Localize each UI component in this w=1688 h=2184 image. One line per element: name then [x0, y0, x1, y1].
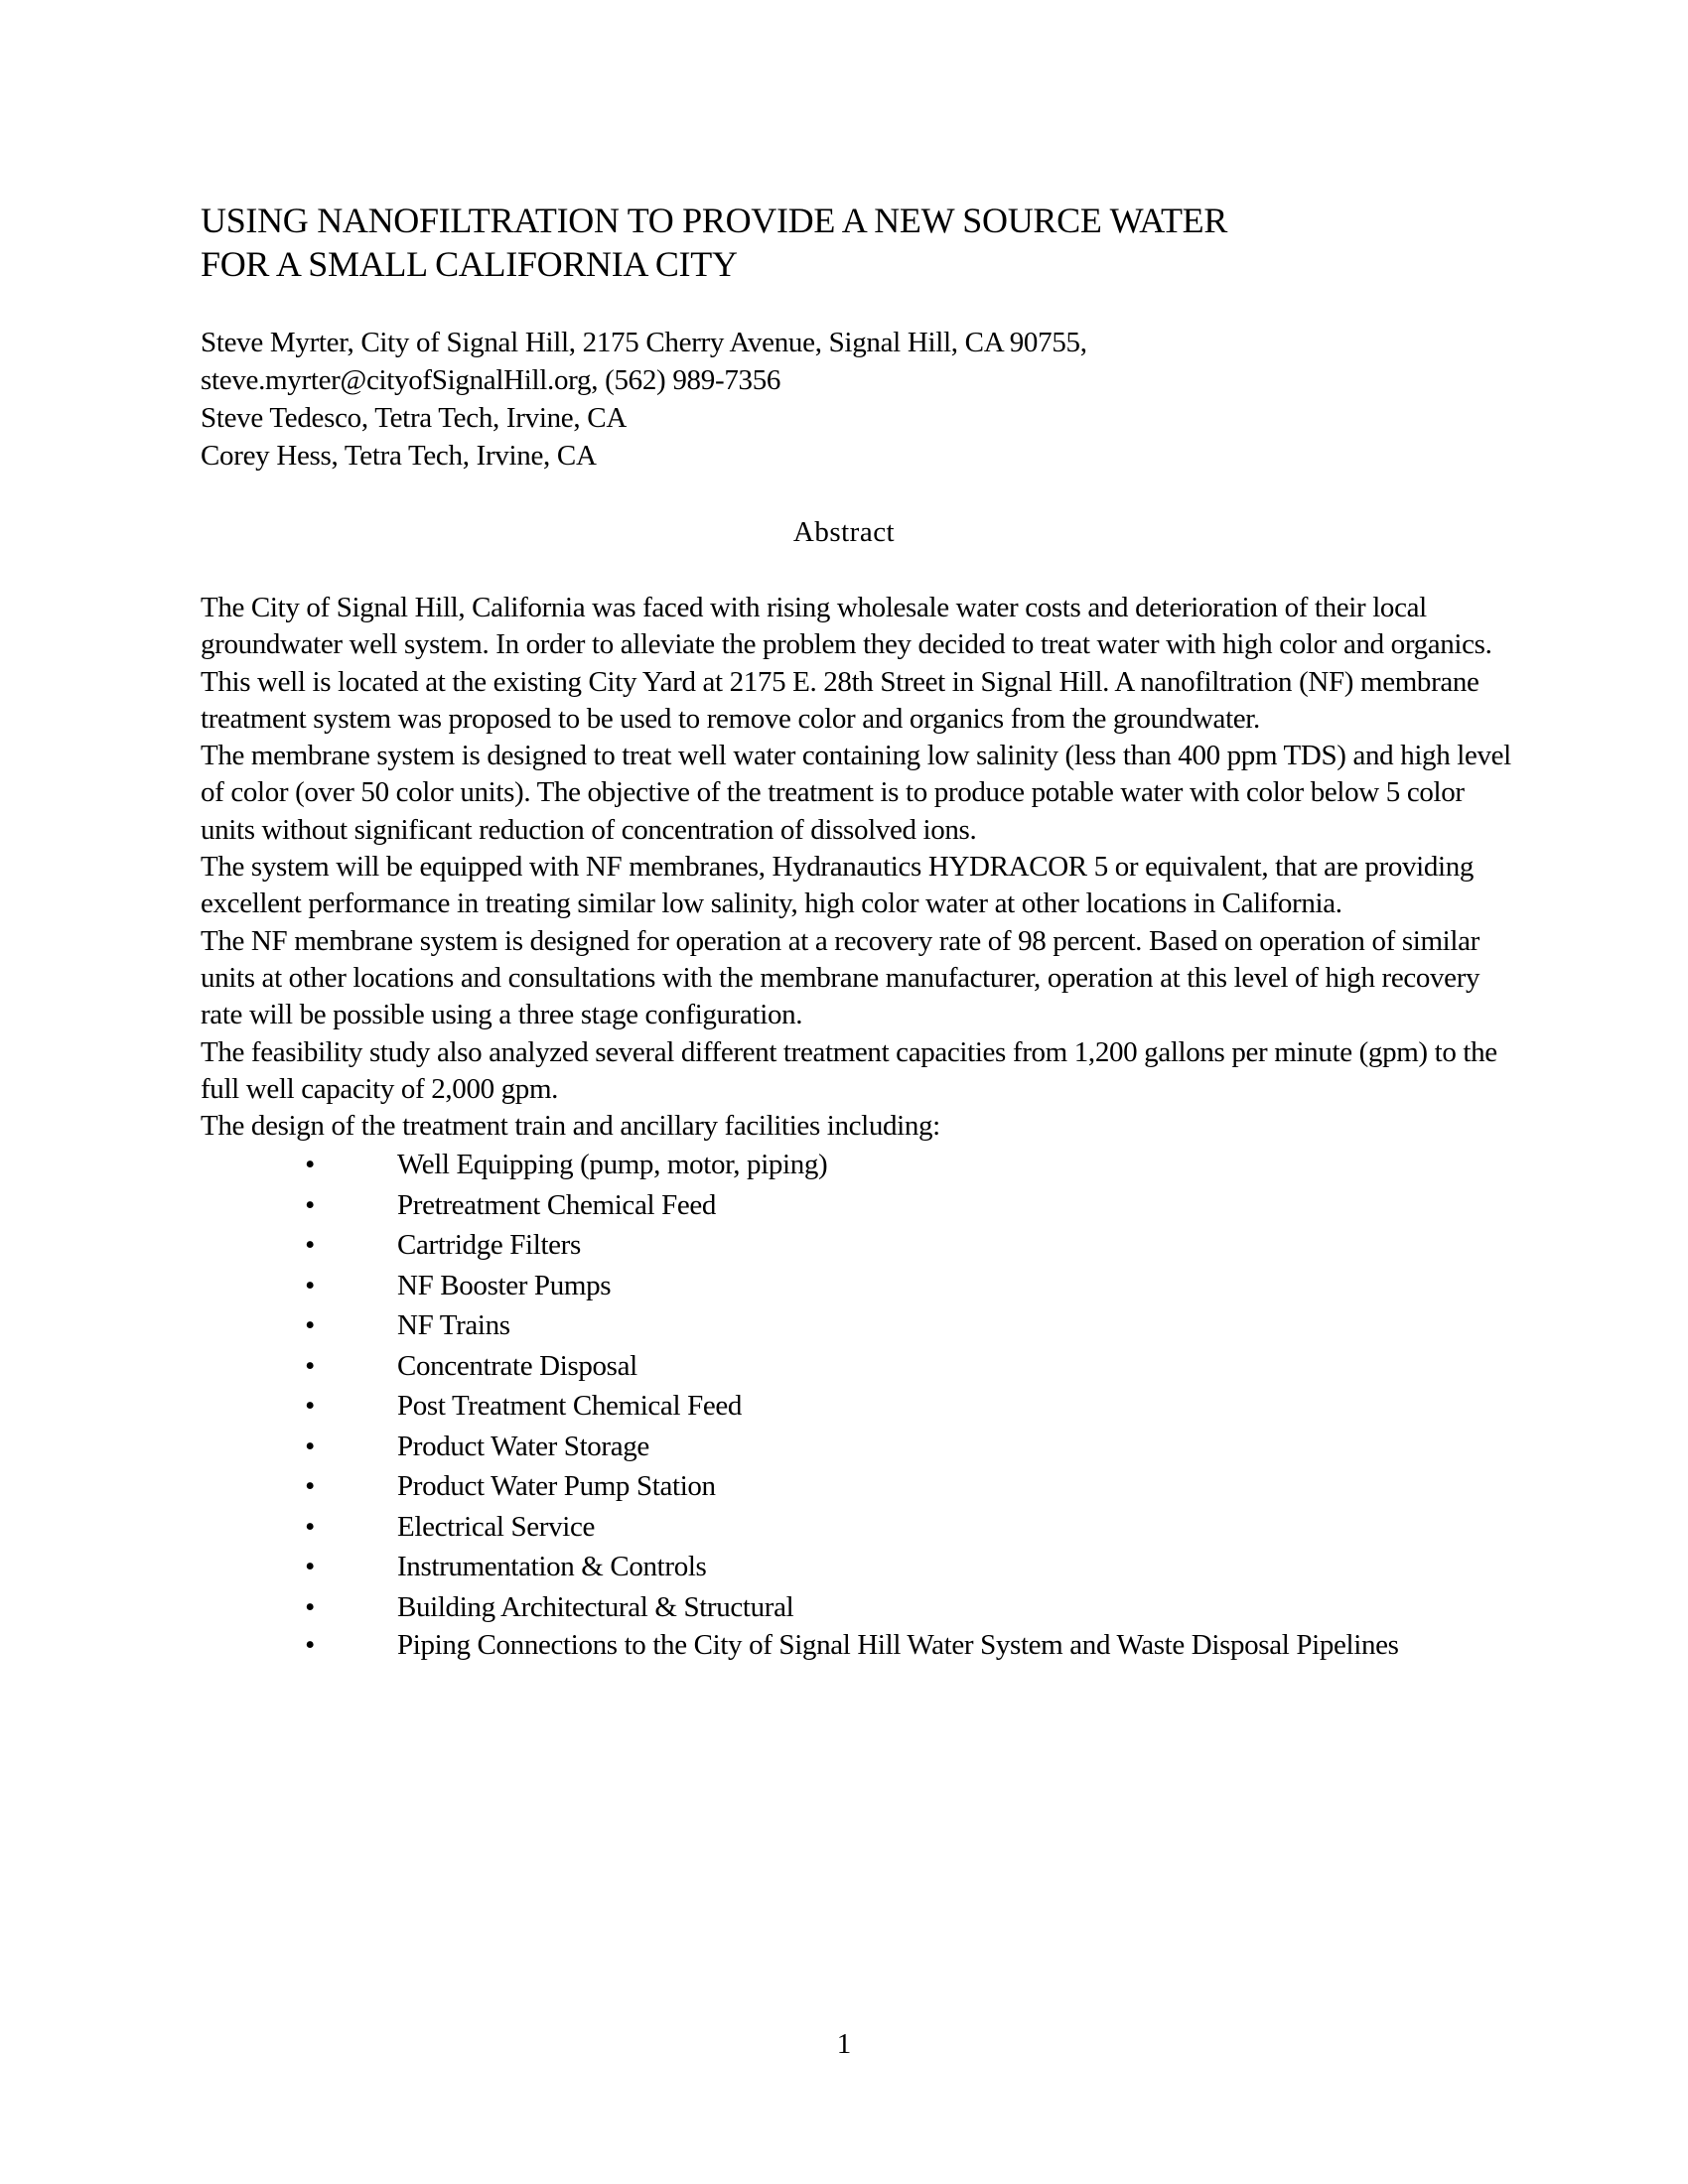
abstract-heading: Abstract [792, 516, 896, 548]
bullet-icon: • [305, 1149, 315, 1181]
bullet-icon: • [305, 1629, 315, 1662]
author-contact-line: steve.myrter@cityofSignalHill.org, (562) 989-7356 [201, 364, 781, 396]
list-item [201, 1627, 1521, 1665]
bullet-icon: • [305, 1188, 315, 1221]
list-item [201, 1507, 1521, 1548]
list-item [201, 1466, 1521, 1507]
list-item [201, 1266, 1521, 1306]
list-item-text: Product Water Pump Station [397, 1470, 716, 1503]
list-item [201, 1587, 1521, 1628]
list-item [201, 1145, 1521, 1185]
bullet-icon: • [305, 1269, 315, 1301]
list-item [201, 1305, 1521, 1346]
list-item-text: Post Treatment Chemical Feed [397, 1390, 743, 1423]
title-line: USING NANOFILTRATION TO PROVIDE A NEW SOURCE WATER [201, 201, 1228, 240]
bullet-icon: • [305, 1551, 315, 1583]
author-block [201, 324, 1491, 475]
list-item-text: Pretreatment Chemical Feed [397, 1188, 717, 1221]
author-line-primary: Steve Myrter, City of Signal Hill, 2175 Cherry Avenue, Signal Hill, CA 90755, [201, 327, 1087, 358]
list-item-text: NF Trains [397, 1309, 510, 1342]
list-item-text: Building Architectural & Structural [397, 1590, 794, 1623]
list-item [201, 1547, 1521, 1587]
list-item-text: Well Equipping (pump, motor, piping) [397, 1149, 828, 1181]
title-line: FOR A SMALL CALIFORNIA CITY [201, 244, 738, 284]
author-line: Steve Tedesco, Tetra Tech, Irvine, CA [201, 402, 627, 434]
bullet-icon: • [305, 1309, 315, 1342]
paper-title [201, 199, 1491, 286]
abstract-body [201, 590, 1521, 1665]
bullet-icon: • [305, 1349, 315, 1382]
list-item-text: Piping Connections to the City of Signal Hill Water System and Waste Disposal Pipelines [397, 1629, 1399, 1662]
list-item-text: Product Water Storage [397, 1430, 649, 1462]
list-item [201, 1386, 1521, 1427]
page-number: 1 [836, 2028, 852, 2060]
list-item [201, 1185, 1521, 1226]
author-line: Corey Hess, Tetra Tech, Irvine, CA [201, 440, 597, 472]
paragraph: The membrane system is designed to treat well water containing low salinity (less than 400 ppm TDS) and high level of color (over 50 color units). The objective of the treatment is to produce potable water with color below 5 color units without significant reduction of concentration of dissolved ions. [201, 740, 1511, 846]
list-item-text: Instrumentation & Controls [397, 1551, 707, 1583]
paragraph: The NF membrane system is designed for operation at a recovery rate of 98 percent. Based on operation of similar units at other locations and consultations with the membrane manufacturer, operation at this level of high recovery rate will be possible using a three stage configuration. [201, 924, 1480, 1031]
list-item-text: NF Booster Pumps [397, 1269, 612, 1301]
list-item [201, 1346, 1521, 1387]
list-item [201, 1225, 1521, 1266]
paragraph: The feasibility study also analyzed several different treatment capacities from 1,200 gallons per minute (gpm) to the full well capacity of 2,000 gpm. [201, 1035, 1497, 1105]
list-item-text: Concentrate Disposal [397, 1349, 637, 1382]
facilities-list [201, 1145, 1521, 1665]
bullet-icon: • [305, 1590, 315, 1623]
paragraph: The design of the treatment train and ancillary facilities including: [201, 1110, 940, 1143]
list-item-text: Electrical Service [397, 1510, 595, 1543]
bullet-icon: • [305, 1510, 315, 1543]
bullet-icon: • [305, 1229, 315, 1262]
bullet-icon: • [305, 1390, 315, 1423]
list-item [201, 1427, 1521, 1467]
paragraph: The City of Signal Hill, California was faced with rising wholesale water costs and deterioration of their local groundwater well system. In order to alleviate the problem they decided to treat water with high color and organics. This well is located at the existing City Yard at 2175 E. 28th Street in Signal Hill. A nanofiltration (NF) membrane treatment system was proposed to be used to remove color and organics from the groundwater. [201, 592, 1492, 735]
bullet-icon: • [305, 1470, 315, 1503]
bullet-icon: • [305, 1430, 315, 1462]
list-item-text: Cartridge Filters [397, 1229, 581, 1262]
paragraph: The system will be equipped with NF membranes, Hydranautics HYDRACOR 5 or equivalent, that are providing excellent performance in treating similar low salinity, high color water at other locations in California. [201, 851, 1475, 920]
